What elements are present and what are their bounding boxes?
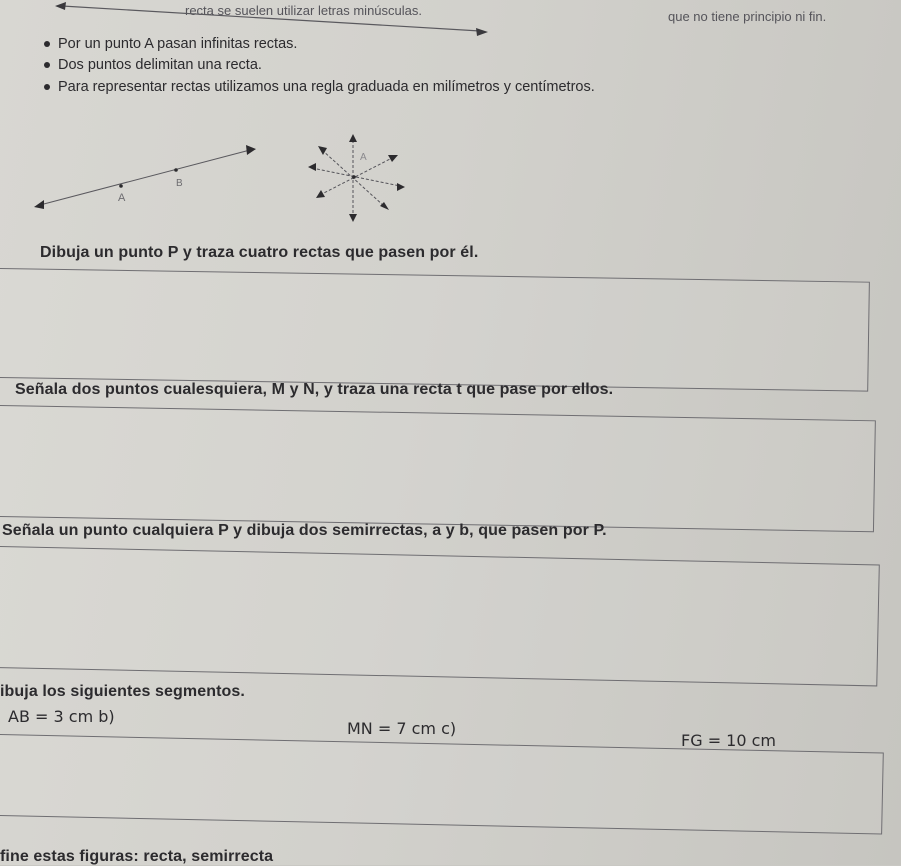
point-b-label: B bbox=[176, 178, 183, 189]
point-a-right-label: A bbox=[360, 152, 367, 163]
bullet-item-2: Dos puntos delimitan una recta. bbox=[44, 57, 262, 73]
point-a-label: A bbox=[118, 192, 126, 204]
top-note-left: recta se suelen utilizar letras minúsculas. bbox=[185, 3, 422, 18]
bullet-item-3: Para representar rectas utilizamos una regla graduada en milímetros y centímetros. bbox=[44, 79, 595, 95]
segment-fg-label: FG = 10 cm bbox=[681, 731, 777, 750]
exercise-1-answer-box[interactable] bbox=[0, 268, 870, 392]
exercise-3-answer-box[interactable] bbox=[0, 546, 880, 686]
exercise-3-instruction: Señala un punto cualquiera P y dibuja dos semirrectas, a y b, que pasen por P. bbox=[2, 522, 607, 539]
segment-mn-label: MN = 7 cm c) bbox=[347, 719, 457, 738]
exercise-2-answer-box[interactable] bbox=[0, 405, 876, 532]
top-note-right: que no tiene principio ni fin. bbox=[668, 9, 827, 24]
segment-ab-label: AB = 3 cm b) bbox=[8, 707, 115, 726]
exercise-2-instruction: Señala dos puntos cualesquiera, M y N, y traza una recta t que pase por ellos. bbox=[15, 381, 614, 398]
exercise-1-instruction: Dibuja un punto P y traza cuatro rectas que pasen por él. bbox=[40, 244, 479, 261]
bullet-item-1: Por un punto A pasan infinitas rectas. bbox=[44, 36, 297, 52]
exercise-4-instruction: ibuja los siguientes segmentos. bbox=[0, 683, 245, 700]
footer-cut-text: fine estas figuras: recta, semirrecta bbox=[0, 848, 274, 865]
